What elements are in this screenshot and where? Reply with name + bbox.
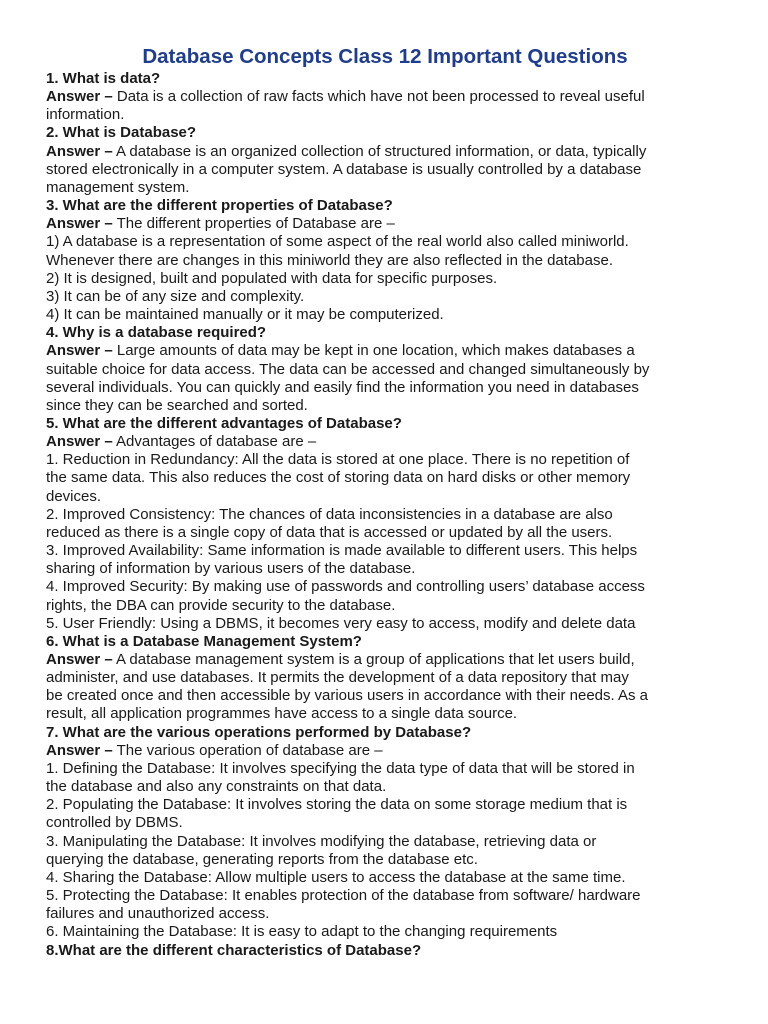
answer-label: Answer – [46, 215, 113, 233]
answer-text: Advantages of database are – [112, 433, 317, 451]
question-heading: 6. What is a Database Management System? [46, 632, 362, 650]
document-title: Database Concepts Class 12 Important Questions [142, 45, 628, 68]
body-text-line: 4. Sharing the Database: Allow multiple users to access the database at the same time. [46, 868, 626, 886]
body-text-line: management system. [46, 178, 190, 196]
question-heading: 5. What are the different advantages of Database? [46, 414, 402, 432]
answer-text: Large amounts of data may be kept in one location, which makes databases a [112, 342, 635, 360]
body-text-line: failures and unauthorized access. [46, 905, 270, 923]
body-text-line: administer, and use databases. It permits the development of a data repository that may [46, 669, 629, 687]
answer-label: Answer – [46, 88, 113, 106]
body-text-line: 1. Defining the Database: It involves specifying the data type of data that will be stored in [46, 759, 635, 777]
body-text-line: devices. [46, 487, 102, 505]
body-text-line: 6. Maintaining the Database: It is easy to adapt to the changing requirements [46, 923, 558, 941]
answer-text: A database management system is a group of applications that let users build, [112, 651, 635, 668]
question-heading: 8.What are the different characteristics of Database? [46, 941, 422, 959]
body-text-line: the same data. This also reduces the cost of storing data on hard disks or other memory [46, 469, 631, 487]
body-text-line: stored electronically in a computer system. A database is usually controlled by a database [46, 160, 642, 178]
body-text-line: controlled by DBMS. [46, 814, 183, 832]
answer-text: The different properties of Database are – [112, 215, 395, 233]
body-text-line: since they can be searched and sorted. [46, 396, 308, 414]
body-text-line: result, all application programmes have access to a single data source. [46, 705, 518, 723]
answer-label: Answer – [46, 142, 113, 160]
question-heading: 2. What is Database? [46, 124, 197, 142]
body-text-line: 4. Improved Security: By making use of passwords and controlling users’ database access [46, 578, 645, 596]
body-text-line: information. [46, 106, 125, 124]
body-text-line: several individuals. You can quickly and easily find the information you need in databases [46, 378, 639, 396]
body-text-line: 3) It can be of any size and complexity. [46, 287, 305, 305]
answer-line [46, 651, 736, 669]
question-heading: 4. Why is a database required? [46, 324, 267, 342]
body-text-line: suitable choice for data access. The data can be accessed and changed simultaneously by [46, 360, 650, 378]
question-heading: 3. What are the different properties of Database? [46, 197, 393, 215]
body-text-line: Whenever there are changes in this miniworld they are also reflected in the database. [46, 251, 613, 269]
answer-text: A database is an organized collection of structured information, or data, typically [112, 142, 647, 160]
body-text-line: 2. Improved Consistency: The chances of data inconsistencies in a database are also [46, 505, 613, 523]
document-body [46, 70, 736, 960]
answer-label: Answer – [46, 342, 113, 360]
body-text-line: 1. Reduction in Redundancy: All the data is stored at one place. There is no repetition of [46, 451, 630, 469]
body-text-line: the database and also any constraints on that data. [46, 778, 387, 796]
answer-text: The various operation of database are – [112, 741, 383, 759]
question-heading: 1. What is data? [46, 70, 161, 87]
body-text-line: rights, the DBA can provide security to the database. [46, 596, 396, 614]
question-heading: 7. What are the various operations performed by Database? [46, 723, 472, 741]
body-text-line: reduced as there is a single copy of data that is accessed or updated by all the users. [46, 523, 613, 541]
body-text-line: 5. User Friendly: Using a DBMS, it becomes very easy to access, modify and delete data [46, 614, 636, 632]
answer-line [46, 143, 736, 161]
body-text-line: 3. Manipulating the Database: It involves modifying the database, retrieving data or [46, 832, 597, 850]
body-text-line: 4) It can be maintained manually or it may be computerized. [46, 306, 444, 324]
body-text-line: 3. Improved Availability: Same information is made available to different users. This helps [46, 542, 638, 560]
answer-line [46, 342, 736, 360]
answer-line [46, 88, 736, 106]
document-page [46, 44, 736, 960]
body-text-line: querying the database, generating reports from the database etc. [46, 850, 478, 868]
body-text-line: 5. Protecting the Database: It enables protection of the database from software/ hardware [46, 887, 641, 905]
answer-line [46, 742, 736, 760]
body-text-line: 2. Populating the Database: It involves storing the data on some storage medium that is [46, 796, 628, 814]
answer-label: Answer – [46, 433, 113, 451]
answer-text: Data is a collection of raw facts which have not been processed to reveal useful [112, 88, 645, 106]
body-text-line: 1) A database is a representation of some aspect of the real world also called miniworld. [46, 233, 629, 251]
body-text-line: 2) It is designed, built and populated with data for specific purposes. [46, 269, 498, 287]
body-text-line: sharing of information by various users of the database. [46, 560, 416, 578]
answer-label: Answer – [46, 651, 113, 668]
answer-label: Answer – [46, 741, 113, 759]
answer-line [46, 433, 736, 451]
body-text-line: be created once and then accessible by various users in accordance with their needs. As a [46, 687, 649, 705]
answer-line [46, 215, 736, 233]
